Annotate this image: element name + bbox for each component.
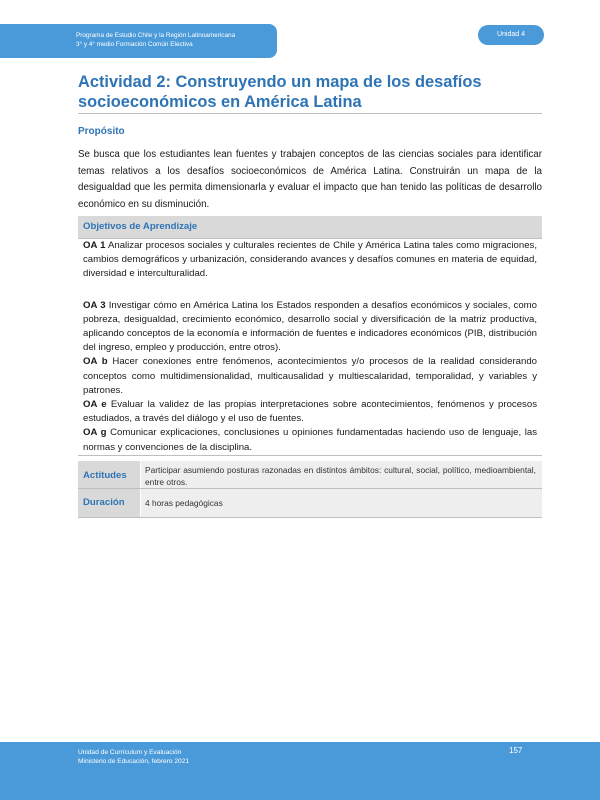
title-divider [78,113,542,114]
objective-text: Evaluar la validez de las propias interpretaciones sobre acontecimientos, fenómenos y procesos estudiados, a través del diálogo y el uso de fuentes. [83,399,537,425]
attitudes-text: Participar asumiendo posturas razonadas en distintos ámbitos: cultural, social, político, medioambiental, entre otros. [145,465,536,487]
objective-item [78,299,542,356]
duration-row [78,489,542,518]
objective-text: Comunicar explicaciones, conclusiones u opiniones fundamentadas haciendo uso de lenguaje, las normas y convenciones de la disciplina. [83,427,538,453]
header-program-title: Programa de Estudio Chile y la Región Latinoamericana [76,32,236,39]
header-program-subtitle: 3° y 4° medio Formación Común Electiva [76,41,193,48]
objective-code: OA g [83,427,107,439]
objective-item [78,398,542,426]
footer-ministry: Ministerio de Educación, febrero 2021 [78,758,190,765]
objective-code: OA 1 [83,240,106,251]
objectives-list [78,239,542,456]
duration-text: 4 horas pedagógicas [145,498,223,508]
objective-item [78,426,542,454]
objectives-header [78,216,542,239]
activity-title: Actividad 2: Construyendo un mapa de los desafíos socioeconómicos en América Latina [78,73,482,111]
duration-label: Duración [83,497,125,508]
objective-code: OA 3 [83,299,106,311]
objective-item [78,355,542,398]
page-number: 157 [509,746,523,755]
objective-spacer [78,282,542,299]
footer-unit: Unidad de Currículum y Evaluación [78,749,182,756]
attitudes-label-cell [78,461,141,488]
objective-text: Hacer conexiones entre fenómenos, acontecimientos y/o procesos de la realidad considerando conceptos como multidimensionalidad, multicausalidad y multiescalaridad, temporalidad, y variables y patrones. [83,356,538,396]
purpose-text: Se busca que los estudiantes lean fuentes y trabajen conceptos de las ciencias sociales para identificar temas relativos a los desafíos socioeconómicos de América Latina. Construirán un mapa de la desigualdad que les permita dimensionarla y evaluar el impacto que han tenido las políticas de desarrollo económico en su disminución. [78,149,542,210]
objective-code: OA e [83,399,107,411]
purpose-heading: Propósito [78,126,125,137]
attitudes-row [78,461,542,489]
objective-text: Analizar procesos sociales y culturales recientes de Chile y América Latina tales como migraciones, cambios demográficos y urbanización, considerando avances y desafíos comunes en materia de equidad, diversidad e interculturalidad. [83,240,537,280]
objective-item [78,239,542,282]
attitudes-label: Actitudes [83,470,127,481]
objective-text: Investigar cómo en América Latina los Estados responden a desafíos económicos y sociales, como pobreza, desigualdad, crecimiento económico, desarrollo social y diversificación de la matriz productiva, aplicando conceptos de la economía e información de fuentes e indicadores económicos (PIB, distribución del ingreso, empleo y producción, entre otros). [83,299,537,354]
duration-label-cell [78,489,141,517]
unit-badge: Unidad 4 [478,25,544,45]
objectives-heading: Objetivos de Aprendizaje [83,221,198,232]
objective-code: OA b [83,356,108,368]
